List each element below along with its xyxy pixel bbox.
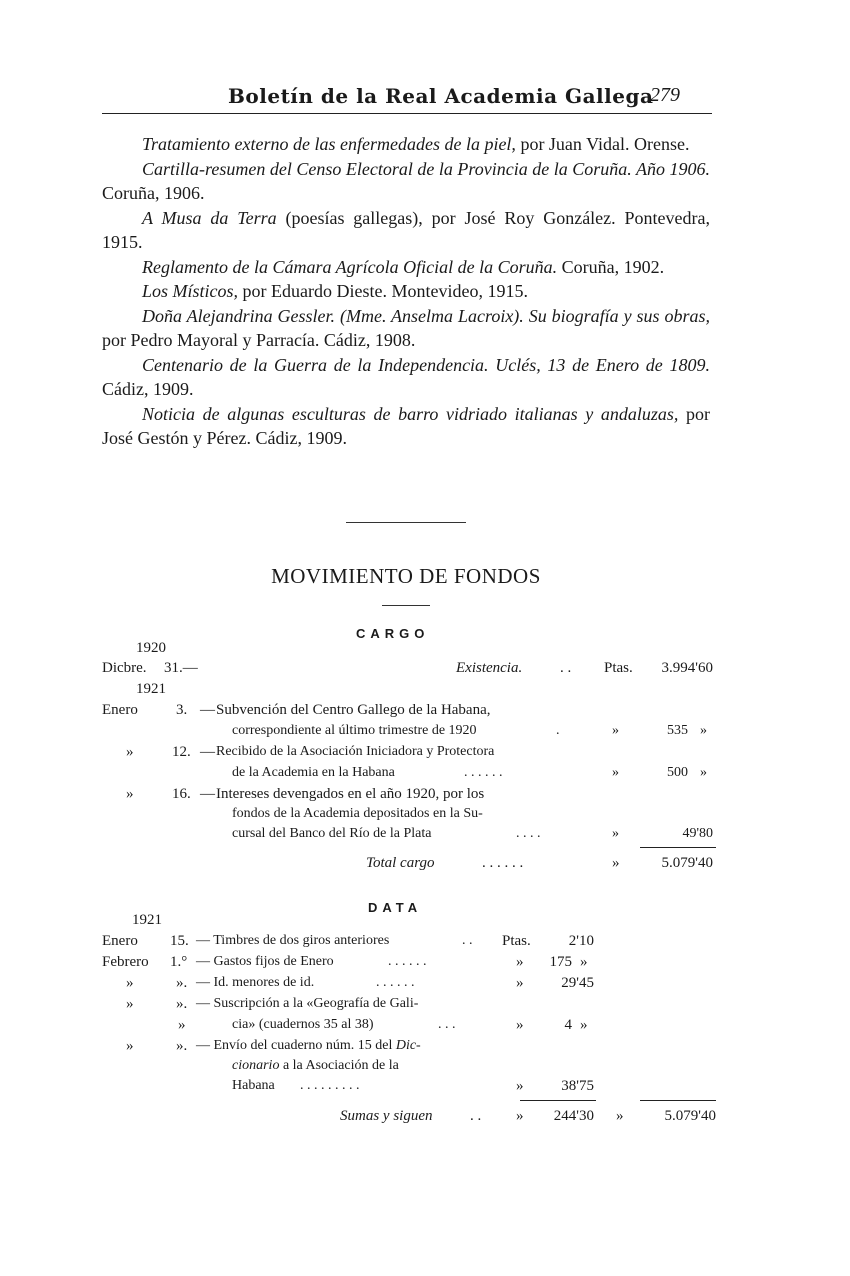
- entry-amount: 175: [549, 954, 572, 970]
- bib-title: Cartilla-resumen del Censo Electoral de la Provincia de la Coruña. Año 1906.: [142, 158, 710, 179]
- bib-details: por Juan Vidal. Orense.: [515, 134, 690, 154]
- bib-details: por José Gestón y Pérez. Cádiz, 1909.: [102, 403, 711, 448]
- entry-amount: 2'10: [568, 933, 594, 949]
- entry-mark: »: [612, 723, 619, 738]
- entry-amount: 29'45: [561, 975, 594, 991]
- entry-dash: —: [200, 702, 215, 718]
- entry-description: — Id. menores de id.: [196, 975, 315, 990]
- total-cargo-amount: 5.079'40: [661, 855, 713, 871]
- entry-mark: »: [580, 954, 588, 970]
- entry-description: Intereses devengados en el año 1920, por los: [216, 786, 485, 802]
- entry-amount: 535: [667, 723, 688, 738]
- entry-description: — Timbres de dos giros anteriores: [196, 933, 390, 948]
- section-divider: [346, 522, 466, 523]
- entry-description-cont: fondos de la Academia depositados en la Su-: [232, 806, 483, 821]
- bib-title: Reglamento de la Cámara Agrícola Oficial de la Coruña.: [142, 256, 558, 277]
- entry-dots: . . . . . . . . .: [300, 1078, 360, 1093]
- existencia-month: Dicbre.: [102, 660, 147, 676]
- entry-dots: . . . . . .: [388, 954, 427, 969]
- total-cargo-mark: »: [612, 855, 620, 871]
- entry-dots: . . . . . .: [376, 975, 415, 990]
- entry-dash: —: [200, 744, 215, 760]
- entry-dots: .: [556, 723, 560, 738]
- bib-entry: [102, 304, 710, 353]
- entry-dots: . . .: [438, 1017, 456, 1032]
- existencia-label: Existencia.: [456, 660, 523, 676]
- entry-day: 15.: [170, 933, 189, 949]
- entry-description: Subvención del Centro Gallego de la Habana,: [216, 702, 491, 718]
- section-title: MOVIMIENTO DE FONDOS: [271, 564, 541, 588]
- entry-month: »: [126, 744, 134, 760]
- entry-dots: . . . . . .: [464, 765, 503, 780]
- entry-day: 16.: [172, 786, 191, 802]
- entry-month: Enero: [102, 933, 138, 949]
- bib-entry: [102, 255, 710, 280]
- entry-description-cont: correspondiente al último trimestre de 1920: [232, 723, 477, 738]
- entry-month: »: [126, 1038, 134, 1054]
- entry-description-cont: Habana: [232, 1078, 275, 1093]
- bib-details: Cádiz, 1909.: [102, 379, 194, 399]
- bib-details: (poesías gallegas), por José Roy González. Pontevedra, 1915.: [102, 207, 710, 252]
- entry-month: »: [126, 975, 134, 991]
- entry-dots: . . . .: [516, 826, 541, 841]
- total-cargo-dots: . . . . . .: [482, 855, 524, 871]
- entry-amount: 38'75: [561, 1078, 594, 1094]
- existencia-unit: Ptas.: [604, 660, 633, 676]
- entry-text: a la Asociación de la: [279, 1058, 399, 1073]
- entry-mark: »: [516, 1017, 524, 1033]
- bib-entry: [102, 157, 710, 206]
- bib-title: Doña Alejandrina Gessler. (Mme. Anselma Lacroix). Su biografía y sus obras,: [142, 305, 710, 326]
- entry-mark: »: [516, 954, 524, 970]
- entry-day: 3.: [176, 702, 188, 718]
- sumas-label: Sumas y siguen: [340, 1108, 433, 1124]
- entry-day: ».: [176, 1038, 188, 1054]
- bib-title: Tratamiento externo de las enfermedades de la piel,: [142, 134, 516, 154]
- entry-description-cont: de la Academia en la Habana: [232, 765, 395, 780]
- sumas-amount: 244'30: [553, 1108, 594, 1124]
- data-heading: DATA: [368, 900, 423, 915]
- entry-month: Febrero: [102, 954, 149, 970]
- entry-mark: »: [700, 765, 707, 780]
- bib-details: por Eduardo Dieste. Montevideo, 1915.: [238, 281, 528, 301]
- bib-entry: [102, 206, 710, 255]
- entry-amount: 500: [667, 765, 688, 780]
- entry-day: ».: [176, 996, 188, 1012]
- data-year-1921: 1921: [132, 912, 162, 928]
- entry-description: Recibido de la Asociación Iniciadora y Protectora: [216, 744, 495, 759]
- bib-entry: [102, 402, 710, 451]
- sumas-dots: . .: [470, 1108, 482, 1124]
- entry-description: — Gastos fijos de Enero: [196, 954, 334, 969]
- bib-title: A Musa da Terra: [142, 207, 277, 228]
- entry-dash: —: [200, 786, 215, 802]
- entry-mark: »: [700, 723, 707, 738]
- bib-entry: [102, 353, 710, 402]
- bib-details: Coruña, 1906.: [102, 183, 205, 203]
- entry-text-italic: cionario: [232, 1058, 280, 1073]
- entry-mark: »: [516, 975, 524, 991]
- cargo-heading: CARGO: [356, 626, 430, 641]
- cargo-year-1920: 1920: [136, 640, 166, 656]
- entry-description-cont: cia» (cuadernos 35 al 38): [232, 1017, 374, 1032]
- bib-title: Centenario de la Guerra de la Independencia. Uclés, 13 de Enero de 1809.: [142, 354, 710, 375]
- data-sum-rule-right: [640, 1100, 716, 1101]
- entry-day: 1.°: [170, 954, 188, 970]
- entry-month: »: [178, 1017, 186, 1033]
- entry-mark: »: [580, 1017, 588, 1033]
- sumas-mark: »: [516, 1108, 524, 1124]
- sumas-total: 5.079'40: [664, 1108, 716, 1124]
- title-underline: [382, 605, 430, 606]
- cargo-sum-rule: [640, 847, 716, 848]
- entry-month: »: [126, 996, 134, 1012]
- existencia-day: 31.—: [164, 660, 198, 676]
- entry-text-italic: Dic-: [395, 1038, 421, 1053]
- entry-mark: »: [612, 765, 619, 780]
- total-cargo-label: Total cargo: [366, 855, 435, 871]
- bib-title: Noticia de algunas esculturas de barro vidriado italianas y andaluzas,: [142, 403, 679, 424]
- entry-month: »: [126, 786, 134, 802]
- entry-day: 12.: [172, 744, 191, 760]
- entry-description-cont: [232, 1058, 399, 1074]
- entry-mark: »: [612, 826, 619, 841]
- header-rule: [102, 113, 712, 114]
- entry-text: — Envío del cuaderno núm. 15 del: [196, 1038, 396, 1053]
- cargo-year-1921: 1921: [136, 681, 166, 697]
- entry-description-cont: cursal del Banco del Río de la Plata: [232, 826, 432, 841]
- existencia-amount: 3.994'60: [661, 660, 713, 676]
- bib-details: por Pedro Mayoral y Parracía. Cádiz, 1908.: [102, 330, 416, 350]
- entry-amount: 4: [564, 1017, 572, 1033]
- entry-day: ».: [176, 975, 188, 991]
- sumas-mark: »: [616, 1108, 624, 1124]
- bib-entry: [102, 132, 710, 157]
- entry-mark: »: [516, 1078, 524, 1094]
- entry-description: — Suscripción a la «Geografía de Gali-: [196, 996, 419, 1011]
- bib-details: Coruña, 1902.: [557, 256, 665, 277]
- entry-month: Enero: [102, 702, 138, 718]
- entry-description: [196, 1038, 421, 1054]
- existencia-dots: . .: [560, 660, 572, 676]
- page-number: 279: [650, 84, 680, 106]
- entry-mark: Ptas.: [502, 933, 531, 949]
- bibliography-list: [102, 132, 710, 451]
- bib-entry: [102, 279, 710, 304]
- entry-amount: 49'80: [682, 826, 713, 841]
- bib-title: Los Místicos,: [142, 281, 239, 301]
- entry-dots: . .: [462, 933, 473, 948]
- data-sum-rule: [520, 1100, 596, 1101]
- running-header-title: Boletín de la Real Academia Gallega: [228, 84, 654, 108]
